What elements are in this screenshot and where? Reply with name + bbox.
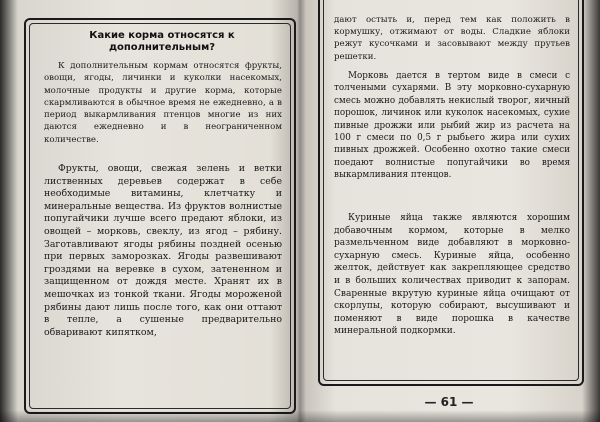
right-page — [304, 0, 594, 422]
left-paragraph-1: К дополнительным кормам относятся фрукты, овощи, ягоды, личинки и куколки насекомых, молочные продукты и другие корма, которые скармливаются в обычное время не ежедневно, а в период выкармливания птенцов многие из них даются ежедневно и в неограниченном количестве. — [44, 61, 282, 145]
bottom-shadow — [0, 410, 600, 422]
right-paragraph-2: Морковь дается в тертом виде в смеси с толчеными сухарями. В эту морковно-сухарную смесь можно добавлять некислый творог, яичный порошок, личинок или куколок насекомых, сухие пивные дрожжи или рыбий жир из расчета на 100 г смеси по 0,5 г рыбьего жира или сухих пивных дрожжей. Особенно охотно такие смеси поедают волнистые попугайчики во время выкармливания птенцов. — [334, 71, 570, 181]
right-paragraph-3: Куриные яйца также являются хорошим добавочным кормом, которые в мелко размельченном виде добавляют в морковно-сухарную смесь. Куриные яйца, особенно желток, действует как закрепляющее средство и в больших количествах приводит к запорам. Сваренные вкрутую куриные яйца очищают от скорлупы, которую собирают, высушивают и поменяют в виде порошка в качестве минеральной подкормки. — [334, 213, 570, 337]
left-paragraph-2: Фрукты, овощи, свежая зелень и ветки лиственных деревьев содержат в себе необходимые витамины, клетчатку и минеральные вещества. Из фруктов волнистые попугайчики лучше всего предают яблоки, из овощей – морковь, свеклу, из ягод – рябину. Заготавливают ягоды рябины поздней осенью при первых заморозках. Ягоды развешивают гроздями на веревке в сухом, затененном и защищенном от дождя месте. Хранят их в мешочках из тонкой ткани. Ягоды мороженой рябины дают лишь после того, как они оттают в тепле, а сушеные предварительно обваривают кипятком, — [44, 163, 282, 338]
right-paragraph-1: дают остыть и, перед тем как положить в кормушку, отжимают от воды. Сладкие яблоки режут кусочками и засовывают между прутьев решетки. — [334, 15, 570, 62]
page-number: — 61 — — [424, 395, 474, 409]
left-page — [6, 0, 298, 422]
section-heading: Какие корма относятся к дополнительным? — [89, 30, 235, 53]
